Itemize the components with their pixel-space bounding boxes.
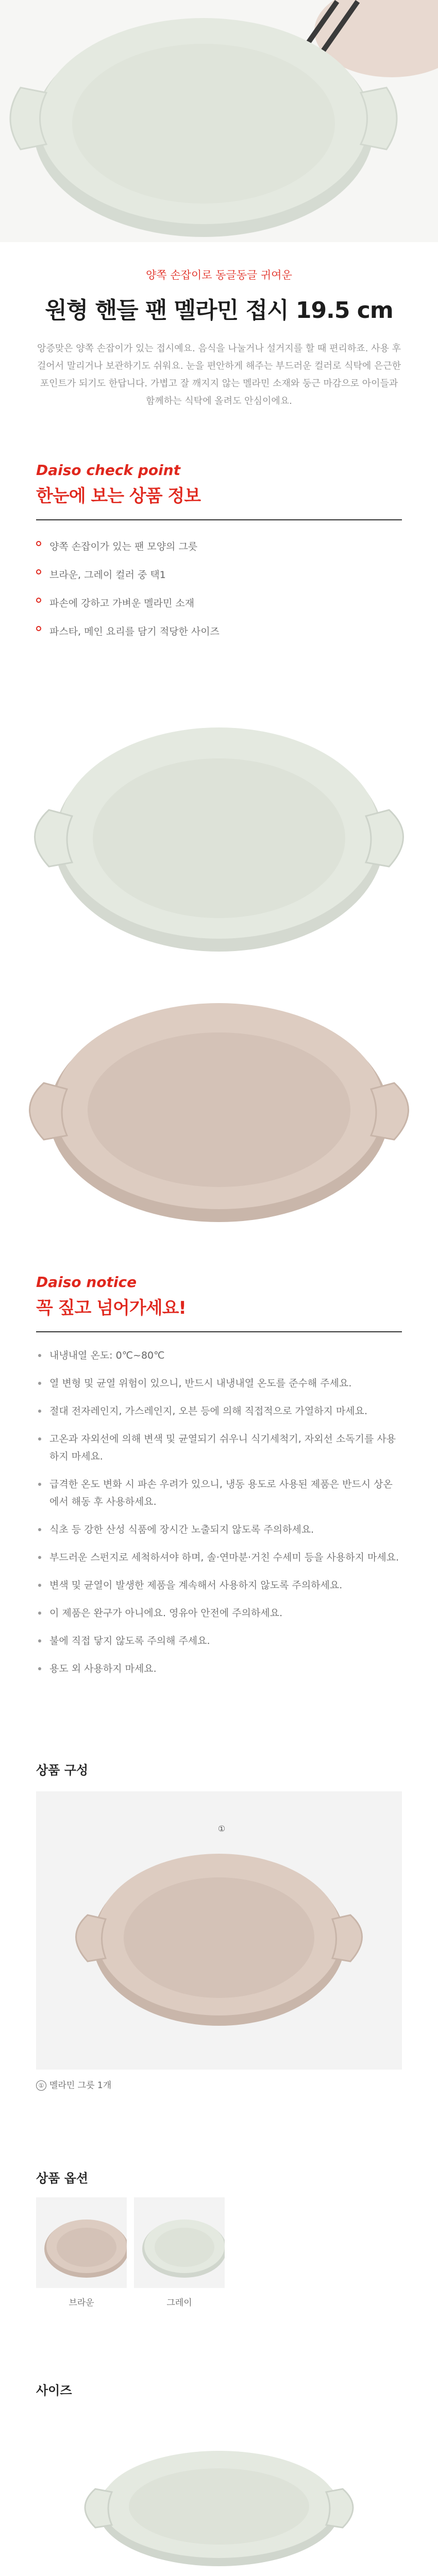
notice-item: 용도 외 사용하지 마세요. bbox=[36, 1655, 402, 1683]
intro-section bbox=[0, 242, 438, 415]
size-plate-image bbox=[36, 2412, 402, 2576]
notice-item: 내냉내열 온도: 0℃~80℃ bbox=[36, 1342, 402, 1369]
notice-item: 이 제품은 완구가 아니에요. 영유아 안전에 주의하세요. bbox=[36, 1599, 402, 1627]
option-thumbnail[interactable] bbox=[134, 2197, 225, 2288]
notice-item: 변색 및 균열이 발생한 제품을 계속해서 사용하지 않도록 주의하세요. bbox=[36, 1571, 402, 1599]
composition-plate-image bbox=[36, 1791, 402, 2070]
product-title: 원형 핸들 팬 멜라민 접시 19.5 cm bbox=[45, 297, 393, 324]
option-thumbnail[interactable] bbox=[36, 2197, 127, 2288]
composition-caption: ① 멜라민 그릇 1개 bbox=[0, 2070, 438, 2091]
size-image-box bbox=[36, 2412, 402, 2576]
gray-plate-hero-image bbox=[0, 0, 438, 242]
circle-bullet-icon bbox=[36, 541, 41, 546]
brown-plate-photo bbox=[0, 975, 438, 1243]
intro-description: 앙증맞은 양쪽 손잡이가 있는 접시예요. 음식을 나눌거나 설거지를 할 때 편리하죠. 사용 후 걸어서 말리거나 보관하기도 쉬워요. 눈을 편안하게 해주는 부드러운 컬러로 식탁에 은근한 포인트가 되기도 한답니다. 가볍고 잘 깨지지 않는 멜라민 소재와 둥근 마감으로 아이들과 함께하는 식탁에 올려도 안심이에요. bbox=[37, 343, 401, 406]
composition-title: 상품 구성 bbox=[36, 1763, 89, 1777]
intro-subtitle: 양쪽 손잡이로 동글동글 귀여운 bbox=[146, 269, 292, 281]
notice-item: 급격한 온도 변화 시 파손 우려가 있으니, 냉동 용도로 사용된 제품은 반드시 상온에서 해동 후 사용하세요. bbox=[36, 1470, 402, 1516]
notice-item: 고온과 자외선에 의해 변색 및 균열되기 쉬우니 식기세척기, 자외선 소독기를 사용하지 마세요. bbox=[36, 1425, 402, 1470]
notice-item: 열 변형 및 균열 위험이 있으니, 반드시 내냉내열 온도를 준수해 주세요. bbox=[36, 1369, 402, 1397]
number-one-icon: ① bbox=[36, 2080, 46, 2091]
checkpoint-en-title: Daiso check point bbox=[36, 462, 181, 479]
checkpoint-item: 파스타, 메인 요리를 담기 적당한 사이즈 bbox=[36, 617, 402, 645]
size-title: 사이즈 bbox=[36, 2383, 72, 2398]
gray-plate-photo bbox=[0, 686, 438, 975]
checkpoint-item: 양쪽 손잡이가 있는 팬 모양의 그릇 bbox=[36, 532, 402, 560]
checkpoint-header bbox=[0, 462, 438, 507]
checkpoint-item: 브라운, 그레이 컬러 중 택1 bbox=[36, 560, 402, 588]
gray-plate-image bbox=[0, 686, 438, 975]
circle-bullet-icon bbox=[36, 598, 41, 603]
hero-photo bbox=[0, 0, 438, 242]
notice-ko-title: 꼭 짚고 넘어가세요! bbox=[36, 1298, 186, 1318]
checkpoint-list bbox=[36, 519, 402, 645]
brown-plate-image bbox=[0, 975, 438, 1243]
options-title: 상품 옵션 bbox=[36, 2171, 89, 2185]
notice-en-title: Daiso notice bbox=[36, 1274, 137, 1291]
notice-item: 식초 등 강한 산성 식품에 장시간 노출되지 않도록 주의하세요. bbox=[36, 1516, 402, 1544]
notice-item: 부드러운 스펀지로 세척하셔야 하며, 솔·연마분·거친 수세미 등을 사용하지 마세요. bbox=[36, 1544, 402, 1571]
composition-image-box bbox=[36, 1791, 402, 2070]
checkpoint-ko-title: 한눈에 보는 상품 정보 bbox=[36, 486, 201, 506]
option-gray[interactable] bbox=[134, 2197, 225, 2308]
notice-list bbox=[36, 1331, 402, 1683]
checkpoint-item: 파손에 강하고 가벼운 멜라민 소재 bbox=[36, 588, 402, 617]
circle-bullet-icon bbox=[36, 569, 41, 574]
option-label: 브라운 bbox=[69, 2298, 94, 2308]
option-label: 그레이 bbox=[166, 2298, 192, 2308]
notice-header bbox=[0, 1274, 438, 1319]
option-brown[interactable] bbox=[36, 2197, 127, 2308]
options-list bbox=[0, 2186, 438, 2308]
composition-marker: ① bbox=[217, 1824, 226, 1834]
notice-item: 불에 직접 닿지 않도록 주의해 주세요. bbox=[36, 1627, 402, 1655]
circle-bullet-icon bbox=[36, 626, 41, 631]
notice-item: 절대 전자레인지, 가스레인지, 오븐 등에 의해 직접적으로 가열하지 마세요. bbox=[36, 1397, 402, 1425]
